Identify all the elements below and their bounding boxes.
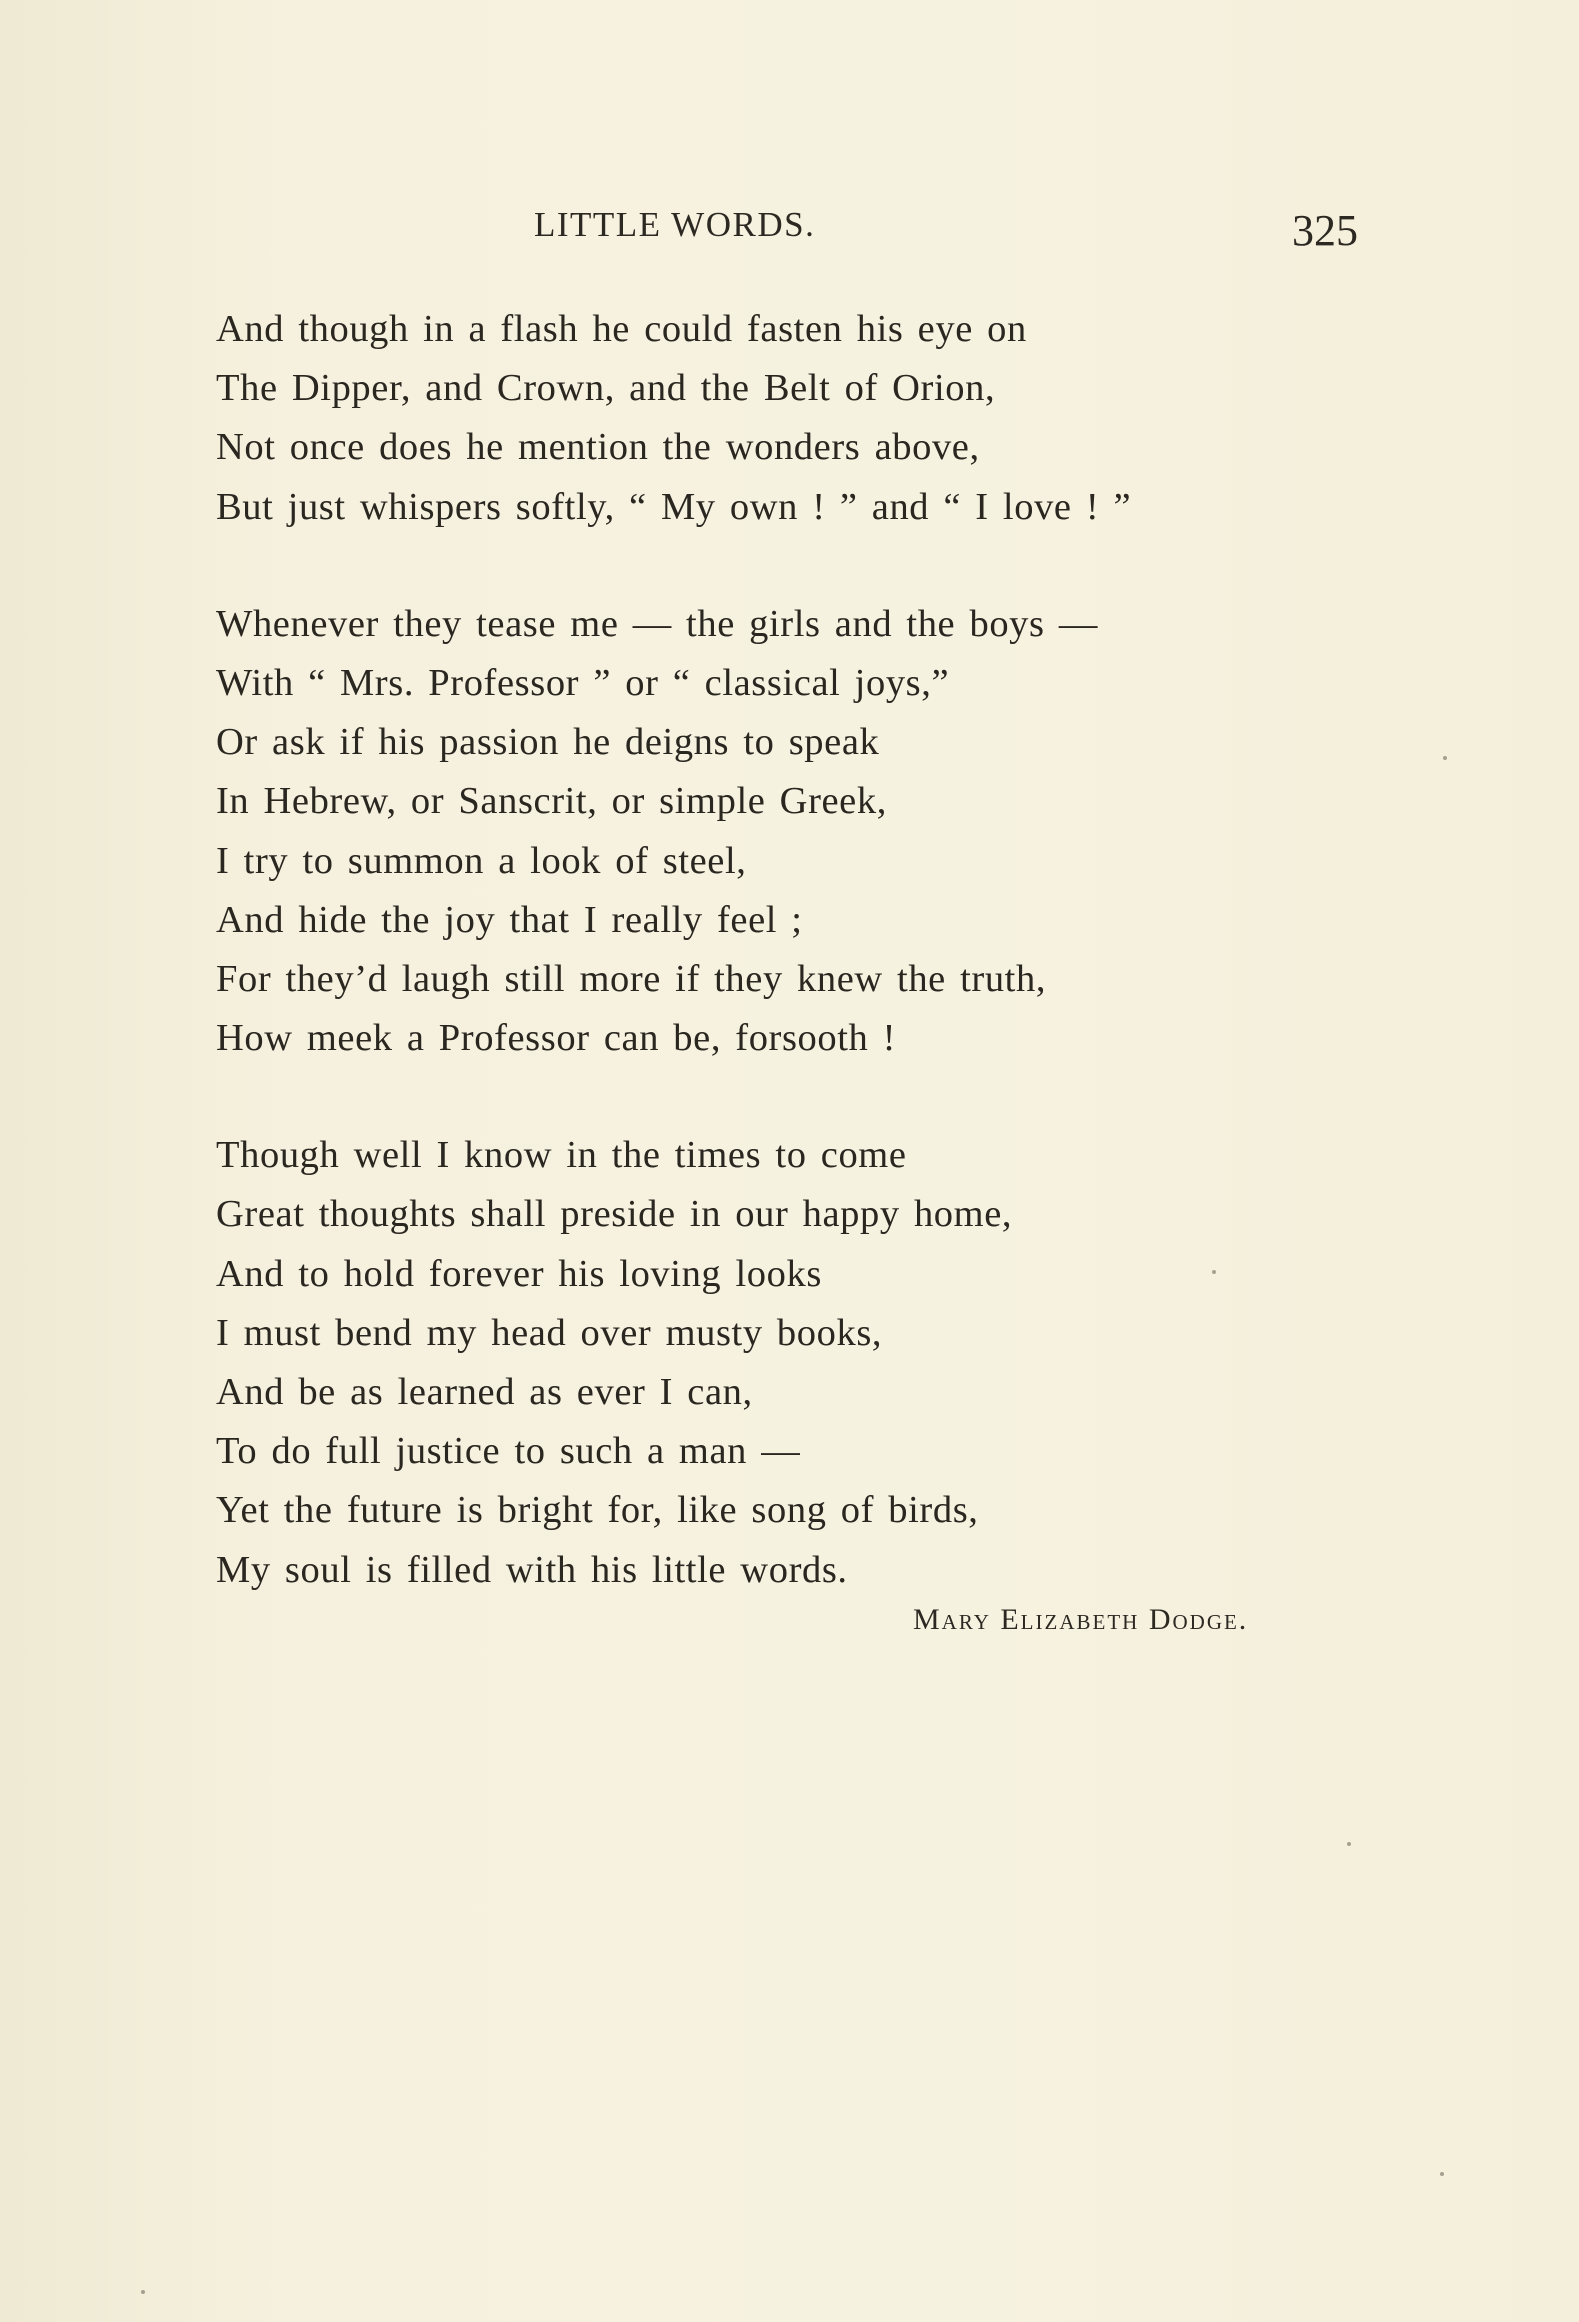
poem-line: I try to summon a look of steel, xyxy=(216,839,747,882)
poem-line: And be as learned as ever I can, xyxy=(216,1371,753,1413)
poem-line: With “ Mrs. Professor ” or “ classical joys,” xyxy=(216,661,950,704)
poem-line: How meek a Professor can be, forsooth ! xyxy=(216,1017,897,1060)
poem-line: Great thoughts shall preside in our happy home, xyxy=(216,1193,1013,1236)
poem-line: I must bend my head over musty books, xyxy=(216,1311,883,1354)
paper-speck xyxy=(141,2290,145,2294)
stanza-2 xyxy=(216,595,1336,1069)
paper-speck xyxy=(1440,2172,1444,2176)
poem-line: Whenever they tease me — the girls and the boys — xyxy=(216,602,1098,645)
poem-line: Not once does he mention the wonders above, xyxy=(216,426,980,469)
stanza-3 xyxy=(216,1126,1336,1600)
paper-speck xyxy=(1347,1842,1351,1846)
poem-line: Yet the future is bright for, like song of birds, xyxy=(216,1489,979,1532)
page-number: 325 xyxy=(1292,206,1358,255)
poem xyxy=(216,300,1336,1600)
running-title: LITTLE WORDS. xyxy=(534,205,816,244)
stanza-1 xyxy=(216,300,1336,537)
poem-line: For they’d laugh still more if they knew the truth, xyxy=(216,957,1047,1000)
poem-line: But just whispers softly, “ My own ! ” and “ I love ! ” xyxy=(216,485,1132,528)
author-attribution: Mary Elizabeth Dodge. xyxy=(913,1603,1249,1636)
poem-line: The Dipper, and Crown, and the Belt of Orion, xyxy=(216,367,996,410)
poem-line: In Hebrew, or Sanscrit, or simple Greek, xyxy=(216,780,887,823)
poem-line: And to hold forever his loving looks xyxy=(216,1252,822,1295)
poem-line: Or ask if his passion he deigns to speak xyxy=(216,721,880,764)
poem-line: And though in a flash he could fasten his eye on xyxy=(216,308,1027,350)
paper-speck xyxy=(1212,1270,1216,1274)
stanza-break xyxy=(216,537,1336,595)
poem-line: Though well I know in the times to come xyxy=(216,1134,907,1177)
poem-line: And hide the joy that I really feel ; xyxy=(216,898,803,941)
paper-speck xyxy=(1443,756,1447,760)
poem-line: My soul is filled with his little words. xyxy=(216,1548,848,1591)
stanza-break xyxy=(216,1068,1336,1126)
poem-line: To do full justice to such a man — xyxy=(216,1430,801,1473)
